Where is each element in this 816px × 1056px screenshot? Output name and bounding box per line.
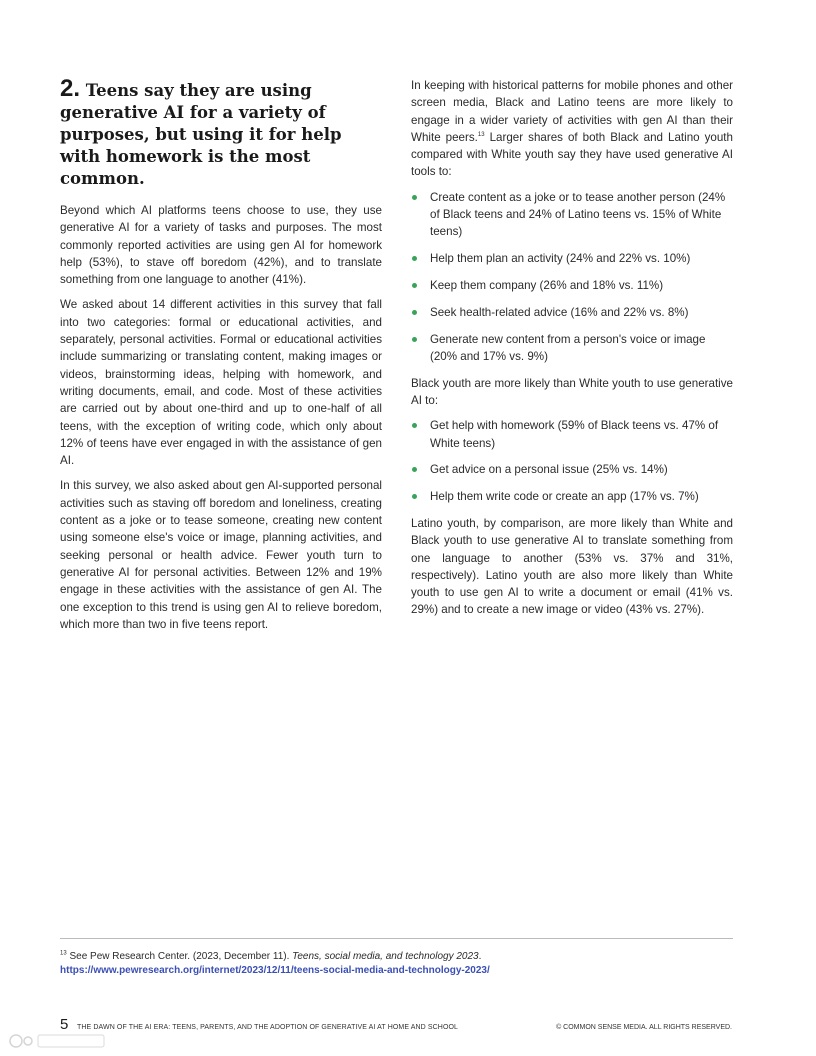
bullet-icon	[412, 337, 417, 342]
left-column	[60, 75, 382, 641]
list-item: Keep them company (26% and 18% vs. 11%)	[411, 277, 733, 294]
comparison-list-black-latino	[411, 189, 733, 365]
list-item: Get advice on a personal issue (25% vs. 14%)	[411, 461, 733, 478]
list-item: Seek health-related advice (16% and 22% vs. 8%)	[411, 304, 733, 321]
section-number: 2.	[60, 75, 81, 102]
section-heading	[60, 75, 382, 190]
intro-text-continued: Larger shares of both Black and Latino youth compared with White youth say they have used generative AI tools to:	[411, 130, 733, 179]
bullet-icon	[412, 310, 417, 315]
bullet-icon	[412, 256, 417, 261]
section-heading-text: Teens say they are using generative AI for a variety of purposes, but using it for help with homework is the most common.	[60, 81, 342, 188]
body-paragraph-2: We asked about 14 different activities in this survey that fall into two categories: formal or educational activities, and separately, personal activities. Formal or educational activities include summarizing or translating content, making images or videos, brainstorming ideas, helping with homework, and writing documents, email, and code. Most of these activities are carried out by about one-third and up to one-half of all teens, with the exception of writing code, which only about 12% of teens have ever engaged in with the assistance of gen AI.	[60, 298, 382, 468]
bullet-icon	[412, 423, 417, 428]
bullet-icon	[412, 467, 417, 472]
body-paragraph-3: In this survey, we also asked about gen AI-supported personal activities such as staving off boredom and loneliness, creating content as a joke or to tease someone, creating new content using someone else's voice or image, planning activities, and seeking personal or health advice. Fewer youth turn to generative AI for personal activities. Between 12% and 19% engage in these activities with the assistance of gen AI. The one exception to this trend is using gen AI to relieve boredom, which more than two in five teens report.	[60, 479, 382, 631]
footnote-divider	[60, 938, 733, 939]
page-number: 5	[60, 1016, 69, 1033]
mid-paragraph: Black youth are more likely than White youth to use generative AI to:	[411, 376, 733, 407]
footnote-link[interactable]: https://www.pewresearch.org/internet/2023/12/11/teens-social-media-and-technology-2023/	[60, 965, 490, 976]
footer-doc-title: THE DAWN OF THE AI ERA: TEENS, PARENTS, AND THE ADOPTION OF GENERATIVE AI AT HOME AND SCHOOL	[77, 1024, 459, 1031]
body-paragraph-1: Beyond which AI platforms teens choose to use, they use generative AI for a variety of tasks and purposes. The most commonly reported activities are using gen AI for homework help (53%), to stave off boredom (42%), and to translate something from one language to another (41%).	[60, 204, 382, 287]
comparison-list-black	[411, 417, 733, 505]
list-item: Help them write code or create an app (17% vs. 7%)	[411, 488, 733, 505]
list-item: Generate new content from a person's voice or image (20% and 17% vs. 9%)	[411, 331, 733, 366]
bullet-icon	[412, 195, 417, 200]
footnote-number: 13	[60, 950, 67, 957]
watermark-logo	[8, 1030, 108, 1052]
intro-text: In keeping with historical patterns for mobile phones and other screen media, Black and Latino teens are more likely to engage in a wider variety of activities with gen AI than their White peers.	[411, 79, 733, 144]
bullet-icon	[412, 283, 417, 288]
right-column	[411, 77, 733, 627]
footnote	[60, 950, 733, 978]
bullet-icon	[412, 494, 417, 499]
intro-paragraph	[411, 77, 733, 181]
list-item: Create content as a joke or to tease another person (24% of Black teens and 24% of Latino teens vs. 15% of White teens)	[411, 189, 733, 241]
footnote-title: Teens, social media, and technology 2023	[292, 951, 479, 962]
list-item: Help them plan an activity (24% and 22% vs. 10%)	[411, 250, 733, 267]
footnote-ref-13[interactable]: 13	[477, 132, 485, 139]
closing-paragraph: Latino youth, by comparison, are more likely than White and Black youth to use generative AI to translate something from one language to another (53% vs. 37% and 31%, respectively). Latino youth are also more likely than White youth to use gen AI to write a document or email (41% vs. 29%) and to create a new image or video (43% vs. 27%).	[411, 516, 733, 617]
list-item: Get help with homework (59% of Black teens vs. 47% of White teens)	[411, 417, 733, 452]
footnote-citation: $^{13}$ See Pew Research Center. (2023, December 11). Teens, social media, and technology 2023.	[60, 950, 482, 962]
footer-copyright: © COMMON SENSE MEDIA. ALL RIGHTS RESERVED.	[556, 1024, 732, 1031]
